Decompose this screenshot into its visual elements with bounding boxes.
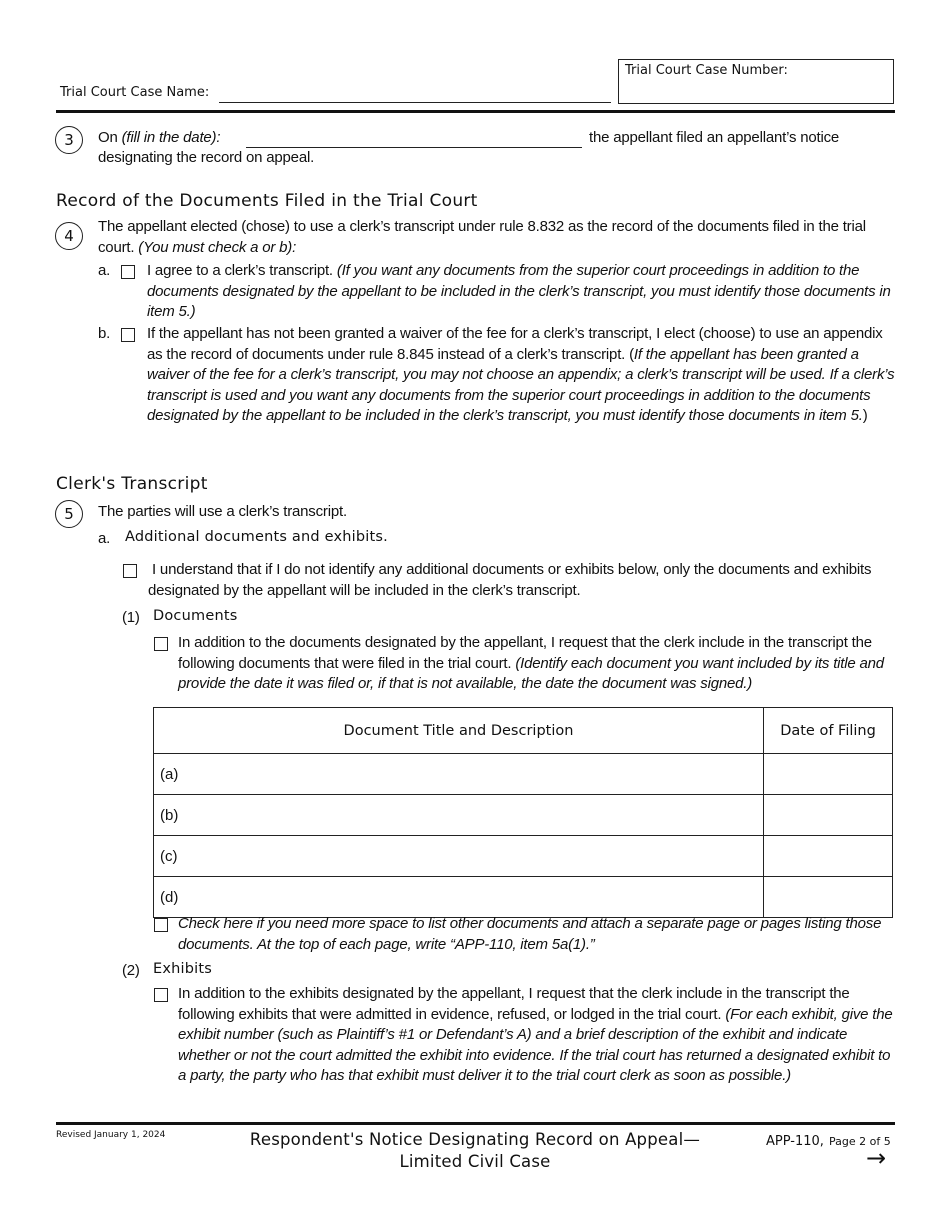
item-3-designating-text: designating the record on appeal. xyxy=(98,149,315,166)
item-5-text: The parties will use a clerk’s transcript. xyxy=(98,503,347,520)
exhibits-number: (2) xyxy=(122,962,140,979)
exhibits-checkbox[interactable] xyxy=(154,988,168,1002)
item-4a-text: I agree to a clerk’s transcript. (If you want any documents from the superior court proceedings in addition to the documents designated by the appellant to be included in the clerk’s transcript, you must identify those documents in item 5.) xyxy=(147,262,891,320)
item-4b-checkbox[interactable] xyxy=(121,328,135,342)
item-4a-label: a. xyxy=(98,262,111,279)
table-row xyxy=(154,877,893,918)
documents-checkbox[interactable] xyxy=(154,637,168,651)
table-row xyxy=(154,795,893,836)
table-cell-title[interactable]: (a) xyxy=(154,754,764,795)
table-cell-date[interactable] xyxy=(764,795,893,836)
item-4-text: The appellant elected (chose) to use a clerk’s transcript under rule 8.832 as the record of the documents filed in the trial court. (You must check a or b): xyxy=(98,218,866,256)
documents-title: Documents xyxy=(153,608,238,624)
form-title-line1: Respondent's Notice Designating Record on Appeal— xyxy=(249,1130,701,1149)
table-row xyxy=(154,836,893,877)
next-page-arrow-icon[interactable]: → xyxy=(866,1144,887,1172)
item-4b-label: b. xyxy=(98,325,111,342)
table-header-title: Document Title and Description xyxy=(154,708,764,754)
footer-rule xyxy=(56,1122,895,1125)
understand-checkbox[interactable] xyxy=(123,564,137,578)
table-cell-date[interactable] xyxy=(764,754,893,795)
table-cell-title[interactable]: (d) xyxy=(154,877,764,918)
table-header-row xyxy=(154,708,893,754)
item-4-number: 4 xyxy=(55,222,83,250)
item-5a-label: a. xyxy=(98,530,111,547)
table-header-date: Date of Filing xyxy=(764,708,893,754)
exhibits-text: In addition to the exhibits designated by the appellant, I request that the clerk include in the transcript the following exhibits that were admitted in evidence, refused, or lodged in the trial court. (For each exhibit, give the exhibit number (such as Plaintiff’s #1 or Defendant’s A) and a brief description of the exhibit and indicate whether or not the court admitted the exhibit into evidence. If the trial court has returned a designated exhibit to a party, the party who has that exhibit must deliver it to the trial court clerk as soon as possible.) xyxy=(178,985,893,1084)
item-3-filed-text: the appellant filed an appellant’s notice xyxy=(589,129,840,146)
item-5a-title: Additional documents and exhibits. xyxy=(125,529,388,545)
form-id: APP-110, xyxy=(766,1134,824,1149)
page-number: Page 2 of 5 xyxy=(829,1135,891,1148)
table-cell-date[interactable] xyxy=(764,877,893,918)
more-space-text: Check here if you need more space to list other documents and attach a separate page or pages listing those documents. At the top of each page, write “APP-110, item 5a(1).” xyxy=(178,915,882,953)
case-number-box[interactable] xyxy=(618,59,894,104)
item-4a-checkbox[interactable] xyxy=(121,265,135,279)
revised-date: Revised January 1, 2024 xyxy=(56,1130,166,1140)
record-section-heading: Record of the Documents Filed in the Trial Court xyxy=(56,191,478,211)
understand-text: I understand that if I do not identify any additional documents or exhibits below, only the documents and exhibits designated by the appellant will be included in the clerk’s transcript. xyxy=(148,561,872,599)
item-3-number: 3 xyxy=(55,126,83,154)
form-title-line2: Limited Civil Case xyxy=(399,1152,551,1171)
table-row xyxy=(154,754,893,795)
case-name-label: Trial Court Case Name: xyxy=(60,85,210,100)
item-4b-text: If the appellant has not been granted a waiver of the fee for a clerk’s transcript, I elect (choose) to use an appendix as the record of documents under rule 8.845 instead of a clerk’s transcript. (If the appellant has been granted a waiver of the fee for a clerk’s transcript, you may not choose an appendix; a clerk’s transcript will be used. If a clerk’s transcript is used and you want any documents from the superior court proceedings in addition to the documents designated by the appellant to be included in the clerk’s transcript, you must identify those documents in item 5.) xyxy=(147,325,895,424)
documents-text: In addition to the documents designated by the appellant, I request that the clerk include in the transcript the following documents that were filed in the trial court. (Identify each document you want included by its title and provide the date it was filed or, if that is not available, the date the document was signed.) xyxy=(178,634,884,692)
more-space-checkbox[interactable] xyxy=(154,918,168,932)
documents-table xyxy=(153,707,893,918)
case-number-label: Trial Court Case Number: xyxy=(625,63,788,78)
table-cell-date[interactable] xyxy=(764,836,893,877)
table-cell-title[interactable]: (c) xyxy=(154,836,764,877)
header-rule xyxy=(56,110,895,113)
form-title xyxy=(200,1129,750,1173)
documents-number: (1) xyxy=(122,609,140,626)
exhibits-title: Exhibits xyxy=(153,961,213,977)
table-cell-title[interactable]: (b) xyxy=(154,795,764,836)
item-3-on: On (fill in the date): xyxy=(98,129,221,146)
case-name-field[interactable] xyxy=(219,102,611,103)
item-5-number: 5 xyxy=(55,500,83,528)
clerk-section-heading: Clerk's Transcript xyxy=(56,474,208,494)
